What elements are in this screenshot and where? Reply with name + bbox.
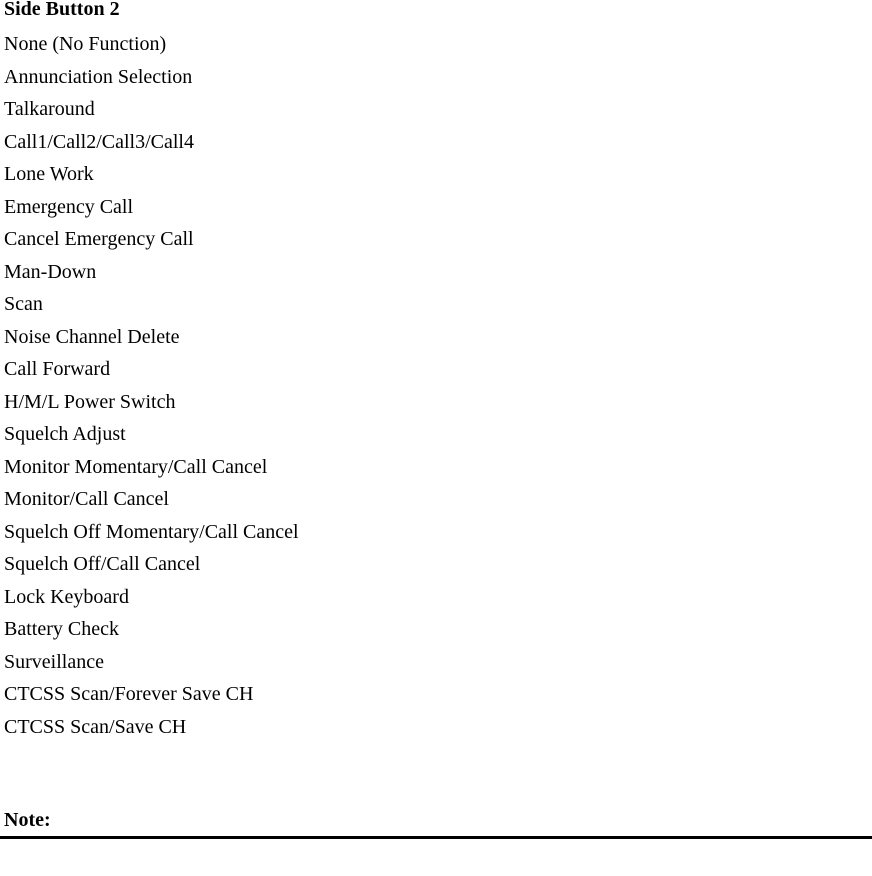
list-item: Scan	[4, 293, 43, 315]
list-item: H/M/L Power Switch	[4, 390, 176, 413]
list-item: Call Forward	[4, 358, 111, 380]
list-item: Surveillance	[4, 650, 104, 673]
list-item: Annunciation Selection	[4, 65, 193, 88]
list-item: Battery Check	[4, 618, 119, 640]
list-item: Talkaround	[4, 98, 95, 120]
list-item: Squelch Off/Call Cancel	[4, 553, 201, 575]
list-item: Squelch Off Momentary/Call Cancel	[4, 520, 299, 543]
divider-line	[0, 836, 872, 839]
list-item: Squelch Adjust	[4, 423, 126, 445]
list-item: None (No Function)	[4, 33, 167, 55]
list-item: Noise Channel Delete	[4, 325, 180, 348]
section-heading: Side Button 2	[4, 0, 120, 20]
list-item: Lone Work	[4, 163, 94, 185]
list-item: Monitor/Call Cancel	[4, 488, 169, 510]
list-item: Man-Down	[4, 260, 97, 283]
list-item: Cancel Emergency Call	[4, 228, 194, 250]
list-item: CTCSS Scan/Forever Save CH	[4, 683, 254, 705]
option-list	[4, 28, 299, 743]
list-item: Lock Keyboard	[4, 585, 129, 608]
note-label: Note:	[4, 809, 51, 831]
list-item: CTCSS Scan/Save CH	[4, 715, 187, 738]
list-item: Monitor Momentary/Call Cancel	[4, 455, 268, 478]
list-item: Call1/Call2/Call3/Call4	[4, 130, 194, 153]
list-item: Emergency Call	[4, 195, 134, 218]
